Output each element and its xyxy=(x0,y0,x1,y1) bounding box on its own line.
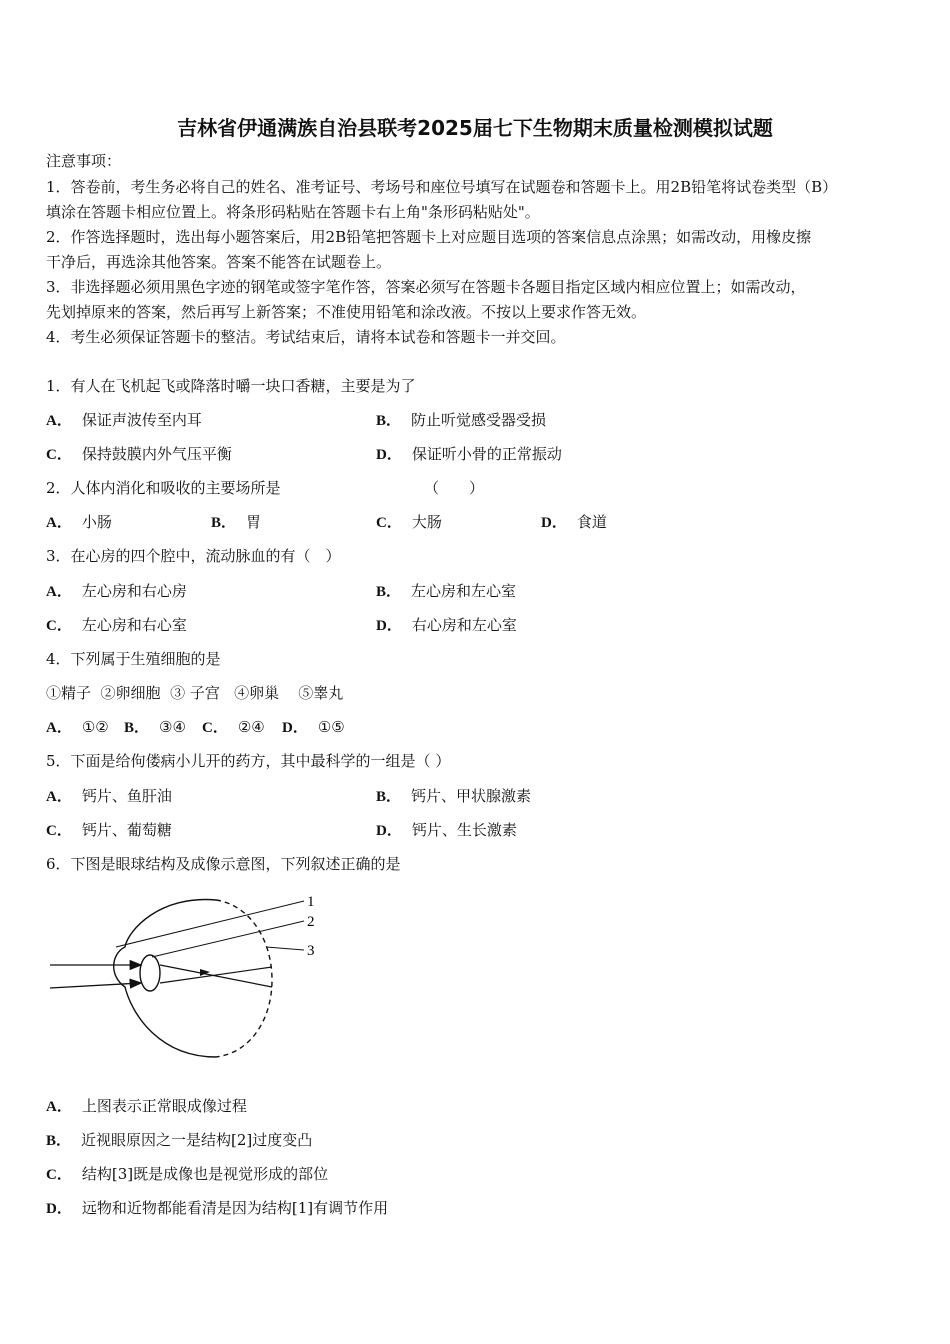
eyeball-outline xyxy=(114,900,216,1057)
refracted-ray-lower xyxy=(160,967,272,983)
notice-line: 填涂在答题卡相应位置上。将条形码粘贴在答题卡右上角"条形码粘贴处"。 xyxy=(46,203,540,221)
q5-option-a: A． 钙片、鱼肝油 xyxy=(46,787,172,805)
q3-option-c: C． 左心房和右心室 xyxy=(46,616,187,634)
q2-option-d: D． 食道 xyxy=(541,513,607,531)
refracted-ray-upper xyxy=(160,965,272,987)
pointer-line-2 xyxy=(152,921,304,957)
q3-option-d: D． 右心房和左心室 xyxy=(376,616,517,634)
q5-option-b: B． 钙片、甲状腺激素 xyxy=(376,787,532,805)
notice-line: 1．答卷前，考生务必将自己的姓名、准考证号、考场号和座位号填写在试题卷和答题卡上。用2B铅笔将试卷类型（B） xyxy=(46,178,838,196)
q3-option-b: B． 左心房和左心室 xyxy=(376,582,517,600)
notice-line: 2．作答选择题时，选出每小题答案后，用2B铅笔把答题卡上对应题目选项的答案信息点涂黑；如需改动，用橡皮擦 xyxy=(46,228,812,246)
notice-line: 先划掉原来的答案，然后再写上新答案；不准使用铅笔和涂改液。不按以上要求作答无效。 xyxy=(46,303,647,321)
label-2: 2 xyxy=(307,914,315,930)
page-title: 吉林省伊通满族自治县联考2025届七下生物期末质量检测模拟试题 xyxy=(177,116,773,140)
retina-dashed-arc xyxy=(216,900,272,1057)
pointer-line-1 xyxy=(116,901,304,947)
q4-option-b: B． ③④ xyxy=(124,718,186,736)
q4-option-d: D． ①⑤ xyxy=(282,718,345,736)
q5-option-c: C． 钙片、葡萄糖 xyxy=(46,821,172,839)
question-1-stem: 1．有人在飞机起飞或降落时嚼一块口香糖，主要是为了 xyxy=(46,377,416,395)
notice-line: 干净后，再选涂其他答案。答案不能答在试题卷上。 xyxy=(46,253,392,271)
q4-items: ①精子 ②卵细胞 ③ 子宫 ④卵巢 ⑤睾丸 xyxy=(46,684,344,702)
q4-option-a: A． ①② xyxy=(46,718,109,736)
q6-option-c: C． 结构[3]既是成像也是视觉形成的部位 xyxy=(46,1165,329,1183)
q3-option-a: A． 左心房和右心房 xyxy=(46,582,187,600)
eye-structure-diagram xyxy=(40,885,340,1070)
question-3-stem: 3．在心房的四个腔中，流动脉血的有（ ） xyxy=(46,547,341,565)
label-3: 3 xyxy=(307,943,315,959)
light-ray-lower xyxy=(50,983,140,988)
pointer-line-3 xyxy=(266,947,304,950)
lens xyxy=(140,955,160,991)
q2-option-b: B． 胃 xyxy=(211,513,262,531)
notice-line: 3．非选择题必须用黑色字迹的钢笔或签字笔作答，答案必须写在答题卡各题目指定区域内相应位置上；如需改动， xyxy=(46,278,806,296)
q6-option-b: B． 近视眼原因之一是结构[2]过度变凸 xyxy=(46,1131,313,1149)
notice-line: 4．考生必须保证答题卡的整洁。考试结束后，请将本试卷和答题卡一并交回。 xyxy=(46,328,566,346)
q6-option-a: A． 上图表示正常眼成像过程 xyxy=(46,1097,247,1115)
q2-answer-blank: （ ） xyxy=(424,479,485,497)
q1-option-c: C． 保持鼓膜内外气压平衡 xyxy=(46,445,232,463)
q1-option-a: A． 保证声波传至内耳 xyxy=(46,411,202,429)
q2-option-c: C． 大肠 xyxy=(376,513,442,531)
notice-heading: 注意事项： xyxy=(46,152,122,170)
question-5-stem: 5．下面是给佝偻病小儿开的药方，其中最科学的一组是（ ） xyxy=(46,752,451,770)
q4-option-c: C． ②④ xyxy=(202,718,265,736)
q1-option-d: D． 保证听小骨的正常振动 xyxy=(376,445,562,463)
question-4-stem: 4．下列属于生殖细胞的是 xyxy=(46,650,221,668)
q6-option-d: D． 远物和近物都能看清是因为结构[1]有调节作用 xyxy=(46,1199,389,1217)
q2-option-a: A． 小肠 xyxy=(46,513,112,531)
q5-option-d: D． 钙片、生长激素 xyxy=(376,821,517,839)
question-6-stem: 6．下图是眼球结构及成像示意图，下列叙述正确的是 xyxy=(46,855,401,873)
label-1: 1 xyxy=(307,894,315,910)
question-2-stem: 2．人体内消化和吸收的主要场所是 xyxy=(46,479,281,497)
q1-option-b: B． 防止听觉感受器受损 xyxy=(376,411,547,429)
